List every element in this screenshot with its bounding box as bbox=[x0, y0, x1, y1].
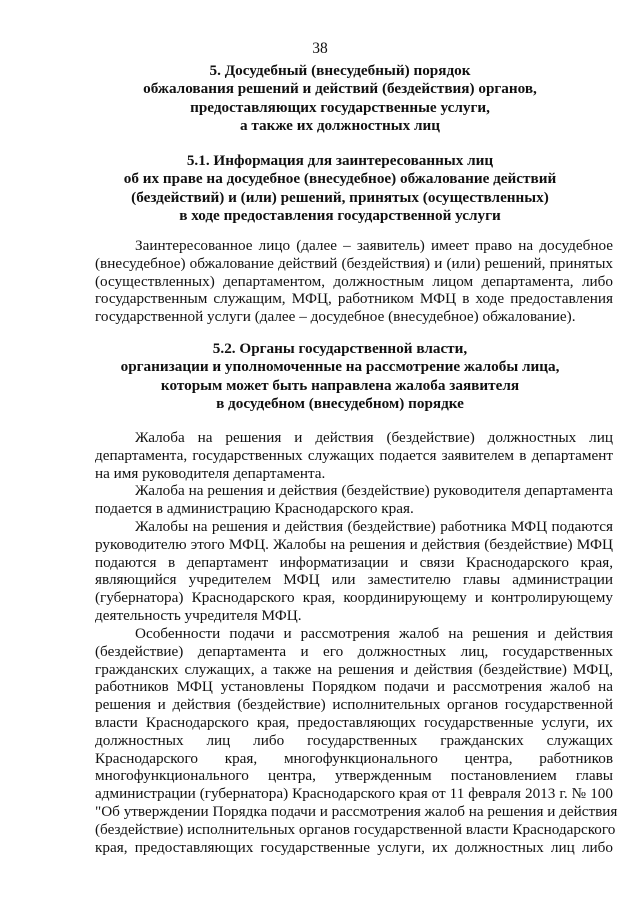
text-line: должностных лиц либо государственных гражданских служащих bbox=[95, 731, 613, 749]
text-line: (осуществленных) департаментом, должностным лицом департамента, либо bbox=[95, 272, 613, 290]
heading-line: 5.2. Органы государственной власти, bbox=[212, 340, 468, 357]
section-5-2-heading bbox=[60, 340, 620, 414]
text-line: подается в администрацию Краснодарского края. bbox=[95, 499, 414, 517]
section-5-heading bbox=[60, 62, 620, 136]
paragraph-complaint-officials bbox=[95, 429, 613, 482]
section-5-1-heading bbox=[60, 152, 620, 226]
heading-line: в ходе предоставления государственной услуги bbox=[179, 207, 501, 225]
text-line: Жалоба на решения и действия (бездействие) должностных лиц bbox=[135, 429, 613, 446]
text-line: работников МФЦ установлены Порядком подачи и рассмотрения жалоб на bbox=[95, 678, 613, 696]
text-line: Особенности подачи и рассмотрения жалоб на решения и действия bbox=[135, 625, 613, 642]
heading-line: обжалования решений и действий (бездействия) органов, bbox=[143, 80, 537, 98]
text-line: являющийся учредителем МФЦ или заместителю главы администрации bbox=[95, 571, 613, 589]
text-line: края, предоставляющих государственные услуги, их должностных лиц либо bbox=[95, 838, 613, 856]
text-line: деятельность учредителя МФЦ. bbox=[95, 606, 302, 624]
text-line: (губернатора) Краснодарского края, координирующему и контролирующему bbox=[95, 589, 613, 607]
heading-line: организации и уполномоченные на рассмотрение жалобы лица, bbox=[120, 358, 560, 376]
text-line: на имя руководителя департамента. bbox=[95, 464, 326, 482]
heading-line: 5. Досудебный (внесудебный) порядок bbox=[209, 62, 471, 79]
text-line: гражданских служащих, а также на решения и действия (бездействие) МФЦ, bbox=[95, 660, 613, 678]
text-line: подаются в департамент информатизации и связи Краснодарского края, bbox=[95, 553, 613, 571]
heading-line: предоставляющих государственные услуги, bbox=[190, 98, 490, 116]
text-line: "Об утверждении Порядка подачи и рассмотрения жалоб на решения и действия bbox=[95, 802, 618, 820]
text-line: департамента, государственных служащих подается заявителем в департамент bbox=[95, 446, 613, 464]
text-line: государственной услуги (далее – досудебное (внесудебное) обжалование). bbox=[95, 308, 576, 326]
heading-line: об их праве на досудебное (внесудебное) обжалование действий bbox=[123, 170, 557, 188]
text-line: решения и действия (бездействие) исполнительных органов государственной bbox=[95, 696, 613, 714]
text-line: государственным служащим, МФЦ, работником МФЦ в ходе предоставления bbox=[95, 290, 613, 308]
page-number: 38 bbox=[312, 40, 328, 57]
heading-line: которым может быть направлена жалоба заявителя bbox=[160, 376, 520, 394]
heading-line: (бездействий) и (или) решений, принятых (осуществленных) bbox=[131, 188, 549, 206]
heading-line: в досудебном (внесудебном) порядке bbox=[216, 395, 464, 413]
text-line: Краснодарского края, многофункционального центра, работников bbox=[95, 749, 613, 767]
text-line: власти Краснодарского края, предоставляющих государственные услуги, их bbox=[95, 713, 613, 731]
text-line: руководителю этого МФЦ. Жалобы на решения и действия (бездействие) МФЦ bbox=[95, 535, 613, 553]
paragraph-complaint-mfc bbox=[95, 518, 613, 625]
text-line: Заинтересованное лицо (далее – заявитель) имеет право на досудебное bbox=[135, 237, 613, 254]
paragraph-complaint-head bbox=[95, 482, 613, 518]
text-line: (бездействие) департамента и его должностных лиц, государственных bbox=[95, 642, 613, 660]
text-line: администрации (губернатора) Краснодарского края от 11 февраля 2013 г. № 100 bbox=[95, 785, 613, 803]
heading-line: 5.1. Информация для заинтересованных лиц bbox=[186, 152, 494, 169]
text-line: Жалоба на решения и действия (бездействие) руководителя департамента bbox=[135, 482, 613, 499]
text-line: (бездействие) исполнительных органов государственной власти Краснодарского bbox=[95, 820, 616, 838]
paragraph-appeal-right bbox=[95, 237, 613, 326]
text-line: многофункционального центра, утвержденным постановлением главы bbox=[95, 767, 613, 785]
text-line: Жалобы на решения и действия (бездействие) работника МФЦ подаются bbox=[135, 518, 613, 535]
paragraph-procedure-specifics bbox=[95, 625, 618, 856]
heading-line: а также их должностных лиц bbox=[239, 117, 441, 135]
text-line: (внесудебное) обжалование действий (бездействия) и (или) решений, принятых bbox=[95, 254, 613, 272]
